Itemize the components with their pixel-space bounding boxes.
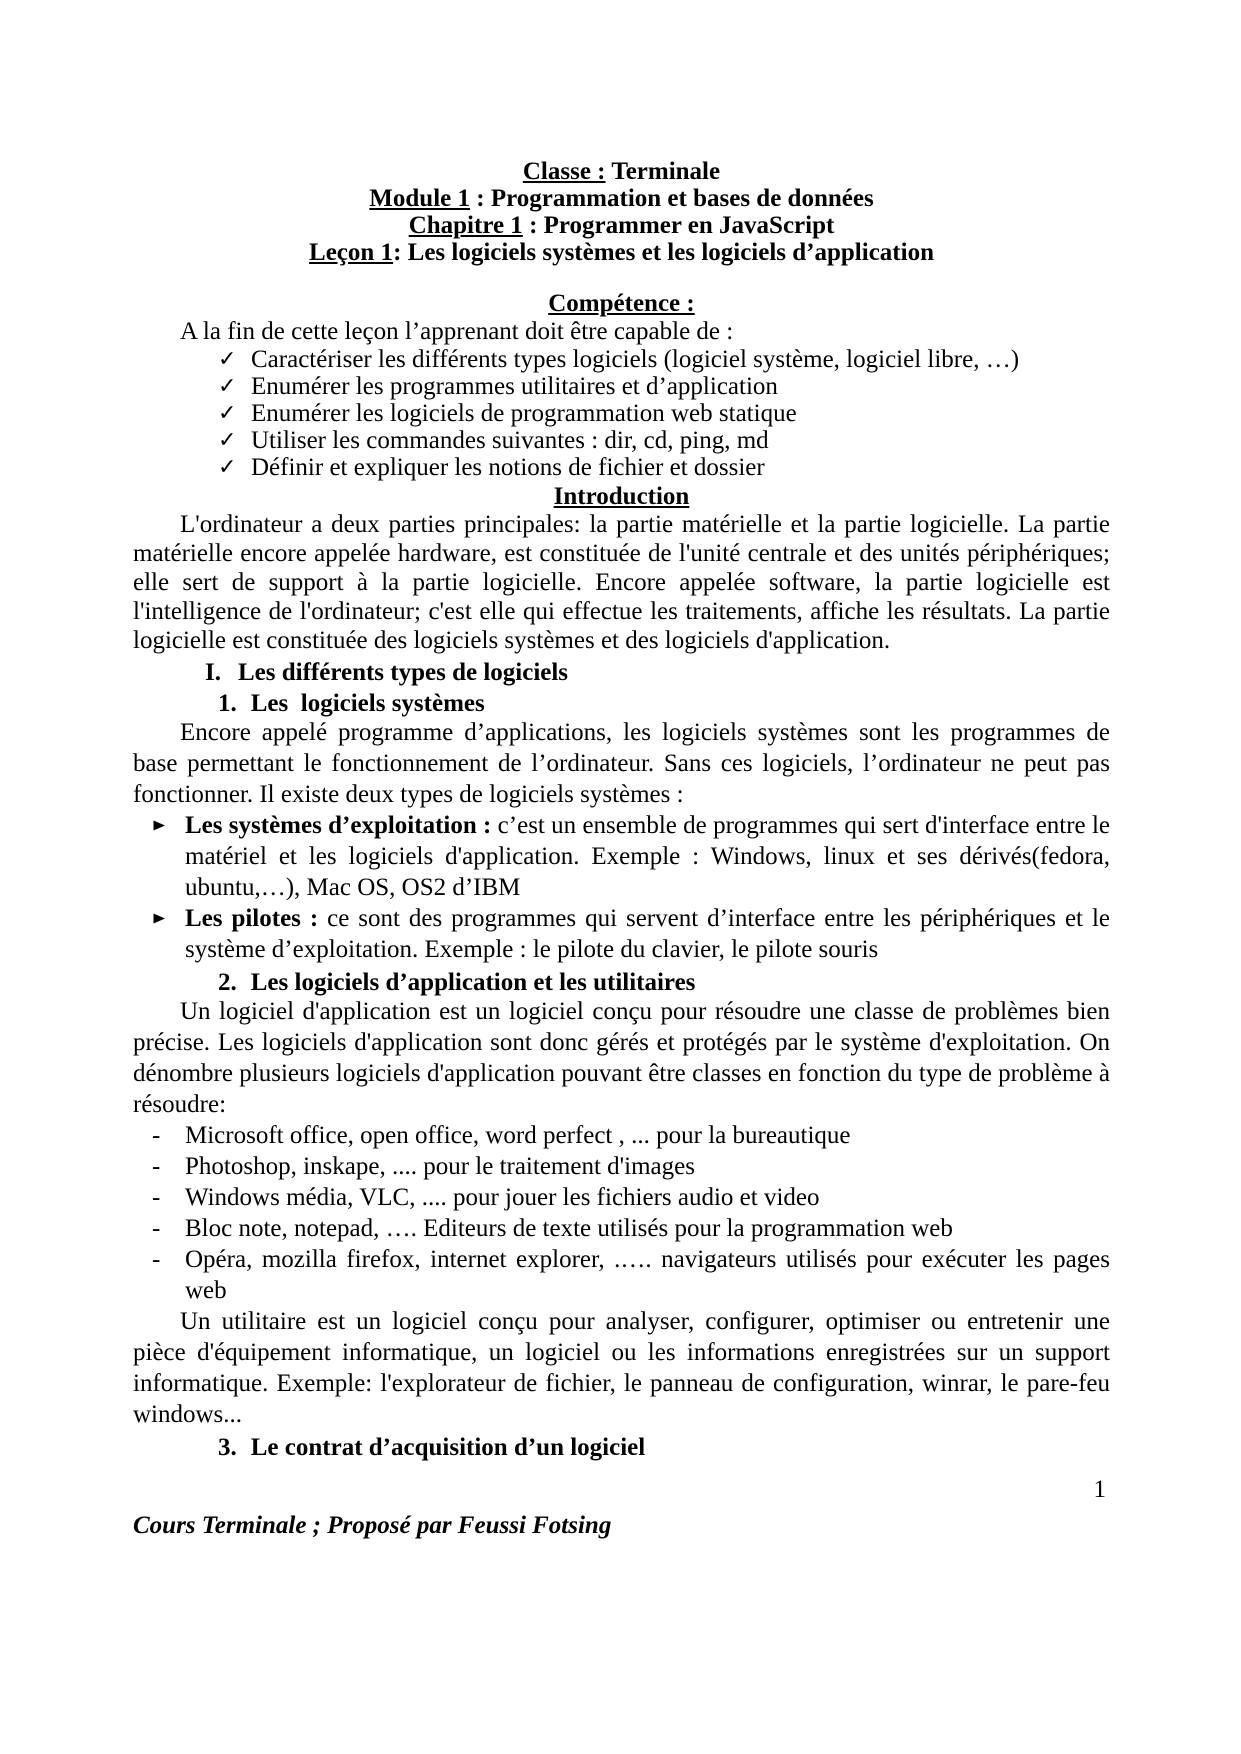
application-example-item — [133, 1244, 1110, 1306]
subsection-3-title: Le contrat d’acquisition d’un logiciel — [250, 1434, 646, 1461]
subsection-1-title: Les logiciels systèmes — [250, 690, 485, 717]
application-example-text: Bloc note, notepad, …. Editeurs de texte utilisés pour la programmation web — [185, 1215, 953, 1242]
header-label-lecon: Leçon 1 — [309, 239, 394, 266]
arrow-bullet-icon — [152, 903, 185, 965]
section-1-number: I. — [205, 659, 221, 686]
subsection-2-title: Les logiciels d’application et les utilitaires — [250, 969, 696, 996]
dash-bullet: - — [152, 1184, 161, 1211]
footer-credit: Cours Terminale ; Proposé par Feussi Fotsing — [133, 1512, 612, 1539]
check-icon: ✓ — [218, 374, 237, 399]
competence-item-text: Caractériser les différents types logiciels (logiciel système, logiciel libre, …) — [251, 346, 1020, 373]
competence-heading — [133, 290, 1110, 317]
header-text-lecon: : Les logiciels systèmes et les logiciels d’application — [393, 239, 934, 266]
check-icon: ✓ — [218, 401, 237, 426]
competence-item — [133, 427, 1110, 454]
application-example-item — [133, 1151, 1110, 1182]
bullet-body-text: c’est un ensemble de programmes qui sert d'interface entre le matériel et les logiciels d'application. Exemple : Windows, linux et ses dérivés(fedora, ubuntu,…), Mac OS, OS2 d’IBM — [185, 812, 1110, 901]
logiciels-systemes-paragraph: Encore appelé programme d’applications, les logiciels systèmes sont les programmes de base permettant le fonctionnement de l’ordinateur. Sans ces logiciels, l’ordinateur ne peut pas fonctionner. Il existe deux types de logiciels systèmes : — [133, 719, 1110, 808]
introduction-paragraph: L'ordinateur a deux parties principales: la partie matérielle et la partie logicielle. La partie matérielle encore appelée hardware, est constituée de l'unité centrale et des unités périphériques; elle sert de support à la partie logicielle. Encore appelée software, la partie logicielle est l'intelligence de l'ordinateur; c'est elle qui effectue les traitements, affiche les résultats. La partie logicielle est constituée des logiciels systèmes et des logiciels d'application. — [133, 511, 1110, 654]
bullet-bold-label: Les systèmes d’exploitation : — [185, 812, 492, 839]
competence-list — [133, 346, 1110, 481]
document-title-block — [133, 158, 1110, 266]
subsection-3-heading — [133, 1434, 1110, 1461]
application-example-item — [133, 1120, 1110, 1151]
arrow-bullet-icon — [152, 810, 185, 903]
competence-item — [133, 373, 1110, 400]
header-text-chapitre: : Programmer en JavaScript — [522, 212, 835, 239]
competence-item — [133, 400, 1110, 427]
check-icon: ✓ — [218, 428, 237, 453]
competence-item-text: Enumérer les logiciels de programmation web statique — [251, 400, 797, 427]
application-example-text: Photoshop, inskape, .... pour le traitement d'images — [185, 1153, 695, 1180]
bullet-bold-label: Les pilotes : — [185, 905, 319, 932]
check-icon: ✓ — [218, 455, 237, 480]
subsection-1-heading — [133, 690, 1110, 717]
header-line-classe — [133, 158, 1110, 185]
competence-item-text: Définir et expliquer les notions de fichier et dossier — [251, 454, 765, 481]
competence-intro: A la fin de cette leçon l’apprenant doit être capable de : — [180, 318, 734, 345]
introduction-title: Introduction — [553, 483, 690, 510]
systemes-exploitation-text — [185, 810, 1110, 903]
application-example-text: Microsoft office, open office, word perfect , ... pour la bureautique — [185, 1122, 851, 1149]
header-text-module: : Programmation et bases de données — [470, 185, 874, 212]
header-label-classe: Classe : — [522, 158, 606, 185]
dash-bullet: - — [152, 1122, 161, 1149]
subsection-2-heading — [133, 969, 1110, 996]
competence-title: Compétence : — [548, 290, 695, 317]
pilotes-text — [185, 903, 1110, 965]
header-text-classe: Terminale — [605, 158, 721, 185]
dash-bullet: - — [152, 1246, 161, 1273]
subsection-2-number: 2. — [218, 969, 237, 996]
section-1-heading — [133, 659, 1110, 686]
page-number: 1 — [1093, 1476, 1106, 1503]
check-icon: ✓ — [218, 347, 237, 372]
logiciels-application-paragraph: Un logiciel d'application est un logiciel conçu pour résoudre une classe de problèmes bien précise. Les logiciels d'application sont donc gérés et protégés par le système d'exploitation. On dénombre plusieurs logiciels d'application pouvant être classes en fonction du type de problème à résoudre: — [133, 998, 1110, 1118]
competence-item-text: Enumérer les programmes utilitaires et d’application — [251, 373, 778, 400]
header-line-lecon — [133, 239, 1110, 266]
header-label-chapitre: Chapitre 1 — [408, 212, 523, 239]
section-1-title: Les différents types de logiciels — [237, 659, 569, 686]
dash-bullet: - — [152, 1215, 161, 1242]
dash-bullet: - — [152, 1153, 161, 1180]
application-example-item — [133, 1213, 1110, 1244]
application-example-text: Windows média, VLC, .... pour jouer les fichiers audio et video — [185, 1184, 820, 1211]
subsection-3-number: 3. — [218, 1434, 237, 1461]
subsection-1-number: 1. — [218, 690, 237, 717]
competence-item-text: Utiliser les commandes suivantes : dir, cd, ping, md — [251, 427, 769, 454]
competence-item — [133, 454, 1110, 481]
introduction-heading — [133, 483, 1110, 510]
competence-item — [133, 346, 1110, 373]
bullet-body-text: ce sont des programmes qui servent d’interface entre les périphériques et le système d’exploitation. Exemple : le pilote du clavier, le pilote souris — [185, 905, 1110, 963]
header-label-module: Module 1 — [369, 185, 470, 212]
utilitaire-paragraph: Un utilitaire est un logiciel conçu pour analyser, configurer, optimiser ou entretenir une pièce d'équipement informatique, un logiciel ou les informations enregistrées sur un support informatique. Exemple: l'explorateur de fichier, le panneau de configuration, winrar, le pare-feu windows... — [133, 1308, 1110, 1428]
header-line-module — [133, 185, 1110, 212]
pilotes-bullet — [133, 903, 1110, 965]
application-example-item — [133, 1182, 1110, 1213]
application-example-text: Opéra, mozilla firefox, internet explorer, .…. navigateurs utilisés pour exécuter les pages web — [185, 1246, 1110, 1304]
systemes-exploitation-bullet — [133, 810, 1110, 903]
header-line-chapitre — [133, 212, 1110, 239]
